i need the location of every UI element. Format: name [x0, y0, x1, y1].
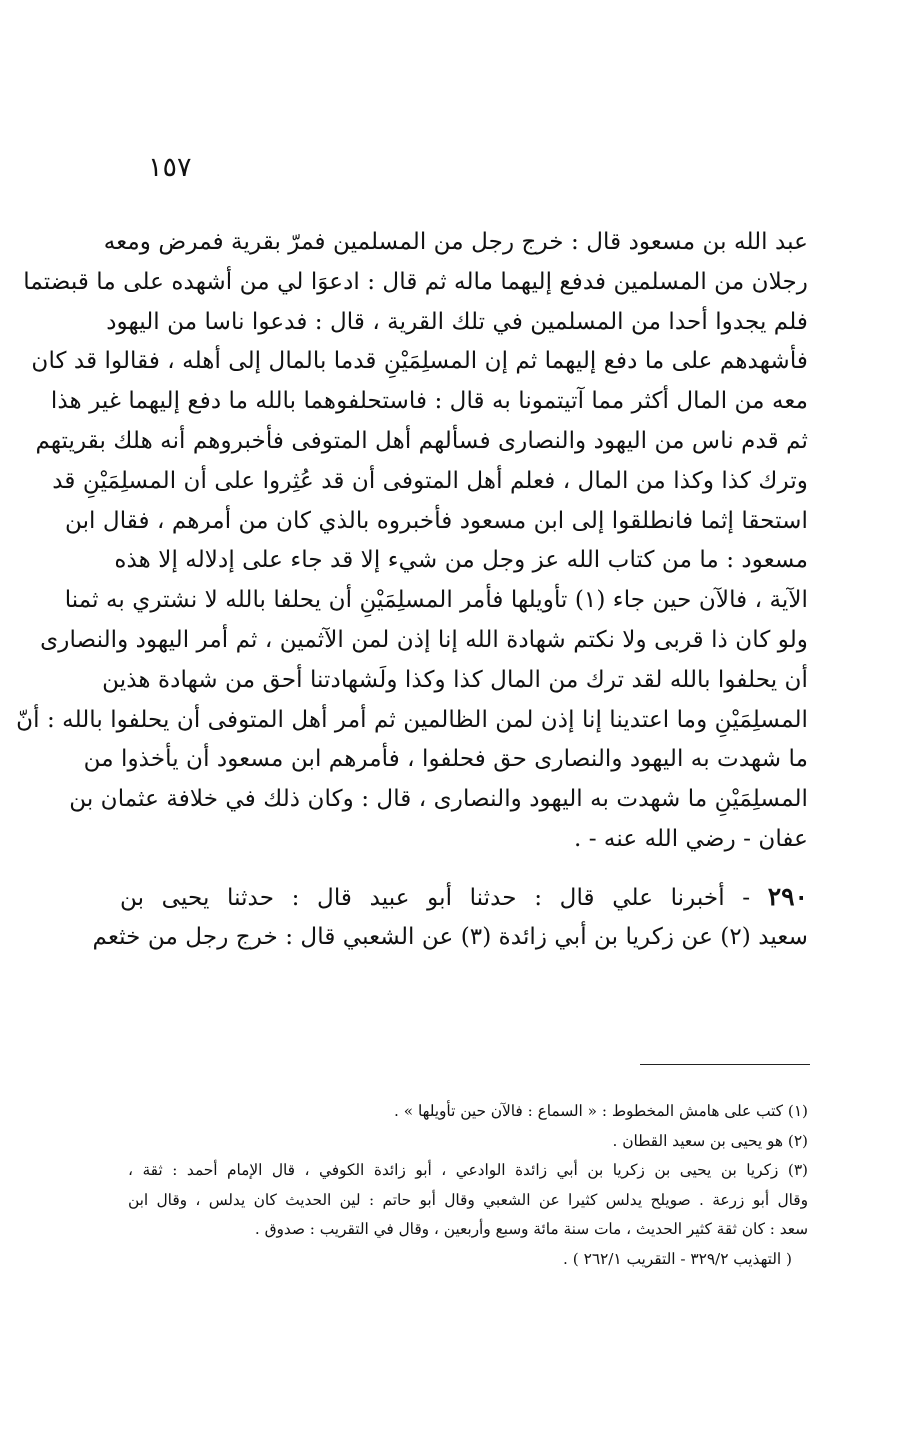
text-line: فأشهدهم على ما دفع إليهما ثم إن المسلِمَيْنِ قدما بالمال إلى أهله ، فقالوا قد كان: [31, 347, 808, 375]
text-line: عبد الله بن مسعود قال : خرج رجل من المسلمين فمرّ بقرية فمرض ومعه: [103, 228, 808, 255]
text-line: المسلِمَيْنِ وما اعتدينا إنا إذن لمن الظالمين ثم أمر أهل المتوفى أن يحلفوا بالله : أنّ: [16, 705, 808, 733]
footnote: (٢) هو يحيى بن سعيد القطان .: [612, 1131, 808, 1150]
hadith-number: ٢٩٠: [767, 881, 808, 911]
hadith-line-text: - أخبرنا علي قال : حدثنا أبو عبيد قال : حدثنا يحيى بن: [120, 883, 768, 911]
text-line: أن يحلفوا بالله لقد ترك من المال كذا وكذا ولَشهادتنا أحق من شهادة هذين: [102, 665, 808, 693]
footnote: سعد : كان ثقة كثير الحديث ، مات سنة مائة وسبع وأربعين ، وقال في التقريب : صدوق .: [254, 1220, 808, 1238]
text-line: مسعود : ما من كتاب الله عز وجل من شيء إلا قد جاء على إدلاله إلا هذه: [114, 546, 808, 574]
text-line: رجلان من المسلمين فدفع إليهما ماله ثم قال : ادعوَا لي من أشهده على ما قبضتما: [23, 267, 808, 295]
footnote: وقال أبو زرعة . صويلح يدلس كثيرا عن الشعبي وقال أبو حاتم : لين الحديث كان يدلس ، وقال ابن: [128, 1190, 808, 1209]
text-line: سعيد (٢) عن زكريا بن أبي زائدة (٣) عن الشعبي قال : خرج رجل من خثعم: [92, 922, 808, 950]
text-line: استحقا إثما فانطلقوا إلى ابن مسعود فأخبروه بالذي كان من أمرهم ، فقال ابن: [64, 506, 808, 534]
footnote: (٣) زكريا بن يحيى بن زكريا بن أبي زائدة الوادعي ، أبو زائدة الكوفي ، قال الإمام أحمد : ثقة ،: [128, 1161, 808, 1179]
hadith-first-line: [120, 877, 808, 917]
text-line: ما شهدت به اليهود والنصارى حق فحلفوا ، فأمرهم ابن مسعود أن يأخذوا من: [83, 745, 808, 773]
text-line: المسلِمَيْنِ ما شهدت به اليهود والنصارى ، قال : وكان ذلك في خلافة عثمان بن: [69, 785, 808, 813]
text-line: ثم قدم ناس من اليهود والنصارى فسألهم أهل المتوفى فأخبروهم أنه هلك بقريتهم: [35, 426, 808, 454]
footnote-divider: [640, 1064, 810, 1065]
main-text: [16, 222, 808, 956]
text-line: عفان - رضي الله عنه - .: [573, 824, 808, 852]
text-line: معه من المال أكثر مما آتيتمونا به قال : فاستحلفوهما بالله ما دفع إليهما غير هذا: [50, 387, 808, 415]
text-line: ولو كان ذا قربى ولا نكتم شهادة الله إنا إذن لمن الآثمين ، ثم أمر اليهود والنصارى: [40, 625, 808, 653]
text-line: وترك كذا وكذا من المال ، فعلم أهل المتوفى أن قد عُثِروا على أن المسلِمَيْنِ قد: [52, 466, 808, 494]
footnotes: [128, 1097, 808, 1274]
footnote: (١) كتب على هامش المخطوط : « السماع : فالآن حين تأويلها » .: [394, 1102, 808, 1120]
page-number: ١٥٧: [148, 152, 192, 183]
text-line: الآية ، فالآن حين جاء (١) تأويلها فأمر المسلِمَيْنِ أن يحلفا بالله لا نشتري به ثمنا: [64, 586, 808, 614]
footnote: ( التهذيب ٣٢٩/٢ - التقريب ٢٦٢/١ ) .: [563, 1249, 792, 1268]
text-line: فلم يجدوا أحدا من المسلمين في تلك القرية ، قال : فدعوا ناسا من اليهود: [106, 307, 808, 335]
